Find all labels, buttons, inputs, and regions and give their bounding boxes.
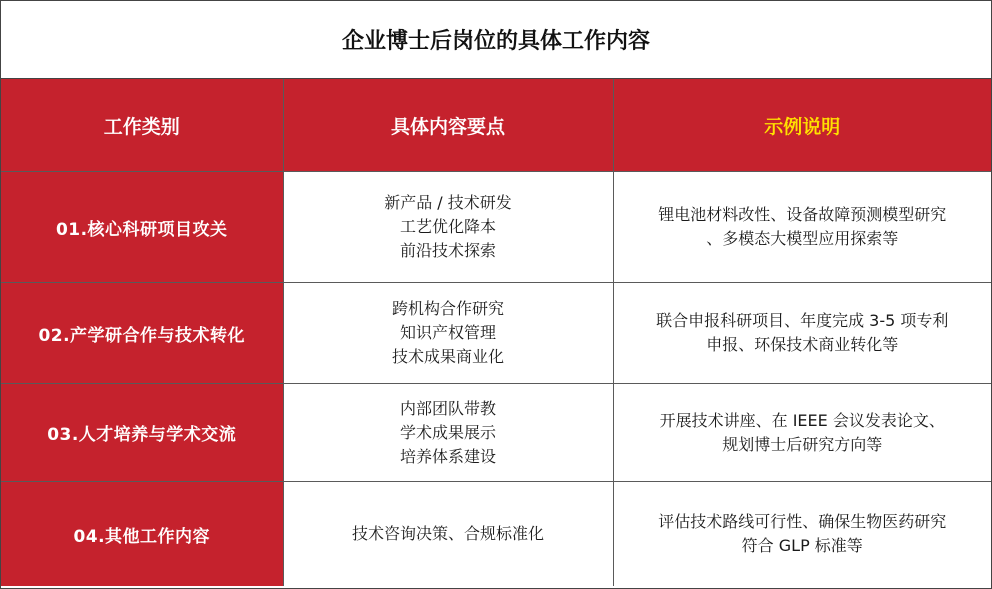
example-cell (613, 384, 991, 482)
example-line: 规划博士后研究方向等 (722, 434, 883, 454)
table-header-row (1, 79, 991, 172)
example-line: 锂电池材料改性、设备故障预测模型研究 (658, 205, 947, 224)
example-cell (613, 172, 991, 283)
point-item: 工艺优化降本 (399, 217, 496, 236)
point-item: 知识产权管理 (399, 323, 496, 342)
category-cell: 04.其他工作内容 (1, 482, 283, 587)
table-row (1, 384, 991, 482)
point-item: 内部团队带教 (399, 398, 496, 418)
point-item: 培养体系建设 (399, 446, 496, 466)
category-cell: 01.核心科研项目攻关 (1, 172, 283, 283)
example-cell (613, 283, 991, 384)
point-item: 技术咨询决策、合规标准化 (351, 524, 544, 543)
table-row (1, 482, 991, 587)
example-line: 开展技术讲座、在 IEEE 会议发表论文、 (659, 410, 945, 430)
points-cell (283, 172, 613, 283)
example-line: 符合 GLP 标准等 (741, 536, 863, 555)
points-cell (283, 482, 613, 587)
example-line: 评估技术路线可行性、确保生物医药研究 (658, 512, 947, 531)
header-content-points: 具体内容要点 (283, 79, 613, 172)
point-item: 学术成果展示 (399, 422, 496, 442)
page-title: 企业博士后岗位的具体工作内容 (1, 1, 991, 79)
point-item: 前沿技术探索 (399, 241, 496, 260)
point-item: 跨机构合作研究 (391, 299, 504, 318)
table-row (1, 172, 991, 283)
point-item: 新产品 / 技术研发 (384, 193, 512, 212)
header-work-category: 工作类别 (1, 79, 283, 172)
header-example-description: 示例说明 (613, 79, 991, 172)
example-cell (613, 482, 991, 587)
example-line: 联合申报科研项目、年度完成 3-5 项专利 (656, 311, 949, 330)
work-content-table (1, 79, 991, 586)
example-line: 申报、环保技术商业转化等 (706, 335, 899, 354)
points-cell (283, 384, 613, 482)
point-item: 技术成果商业化 (391, 347, 504, 366)
points-cell (283, 283, 613, 384)
example-line: 、多模态大模型应用探索等 (706, 229, 899, 248)
table-row (1, 283, 991, 384)
category-cell: 03.人才培养与学术交流 (1, 384, 283, 482)
category-cell: 02.产学研合作与技术转化 (1, 283, 283, 384)
